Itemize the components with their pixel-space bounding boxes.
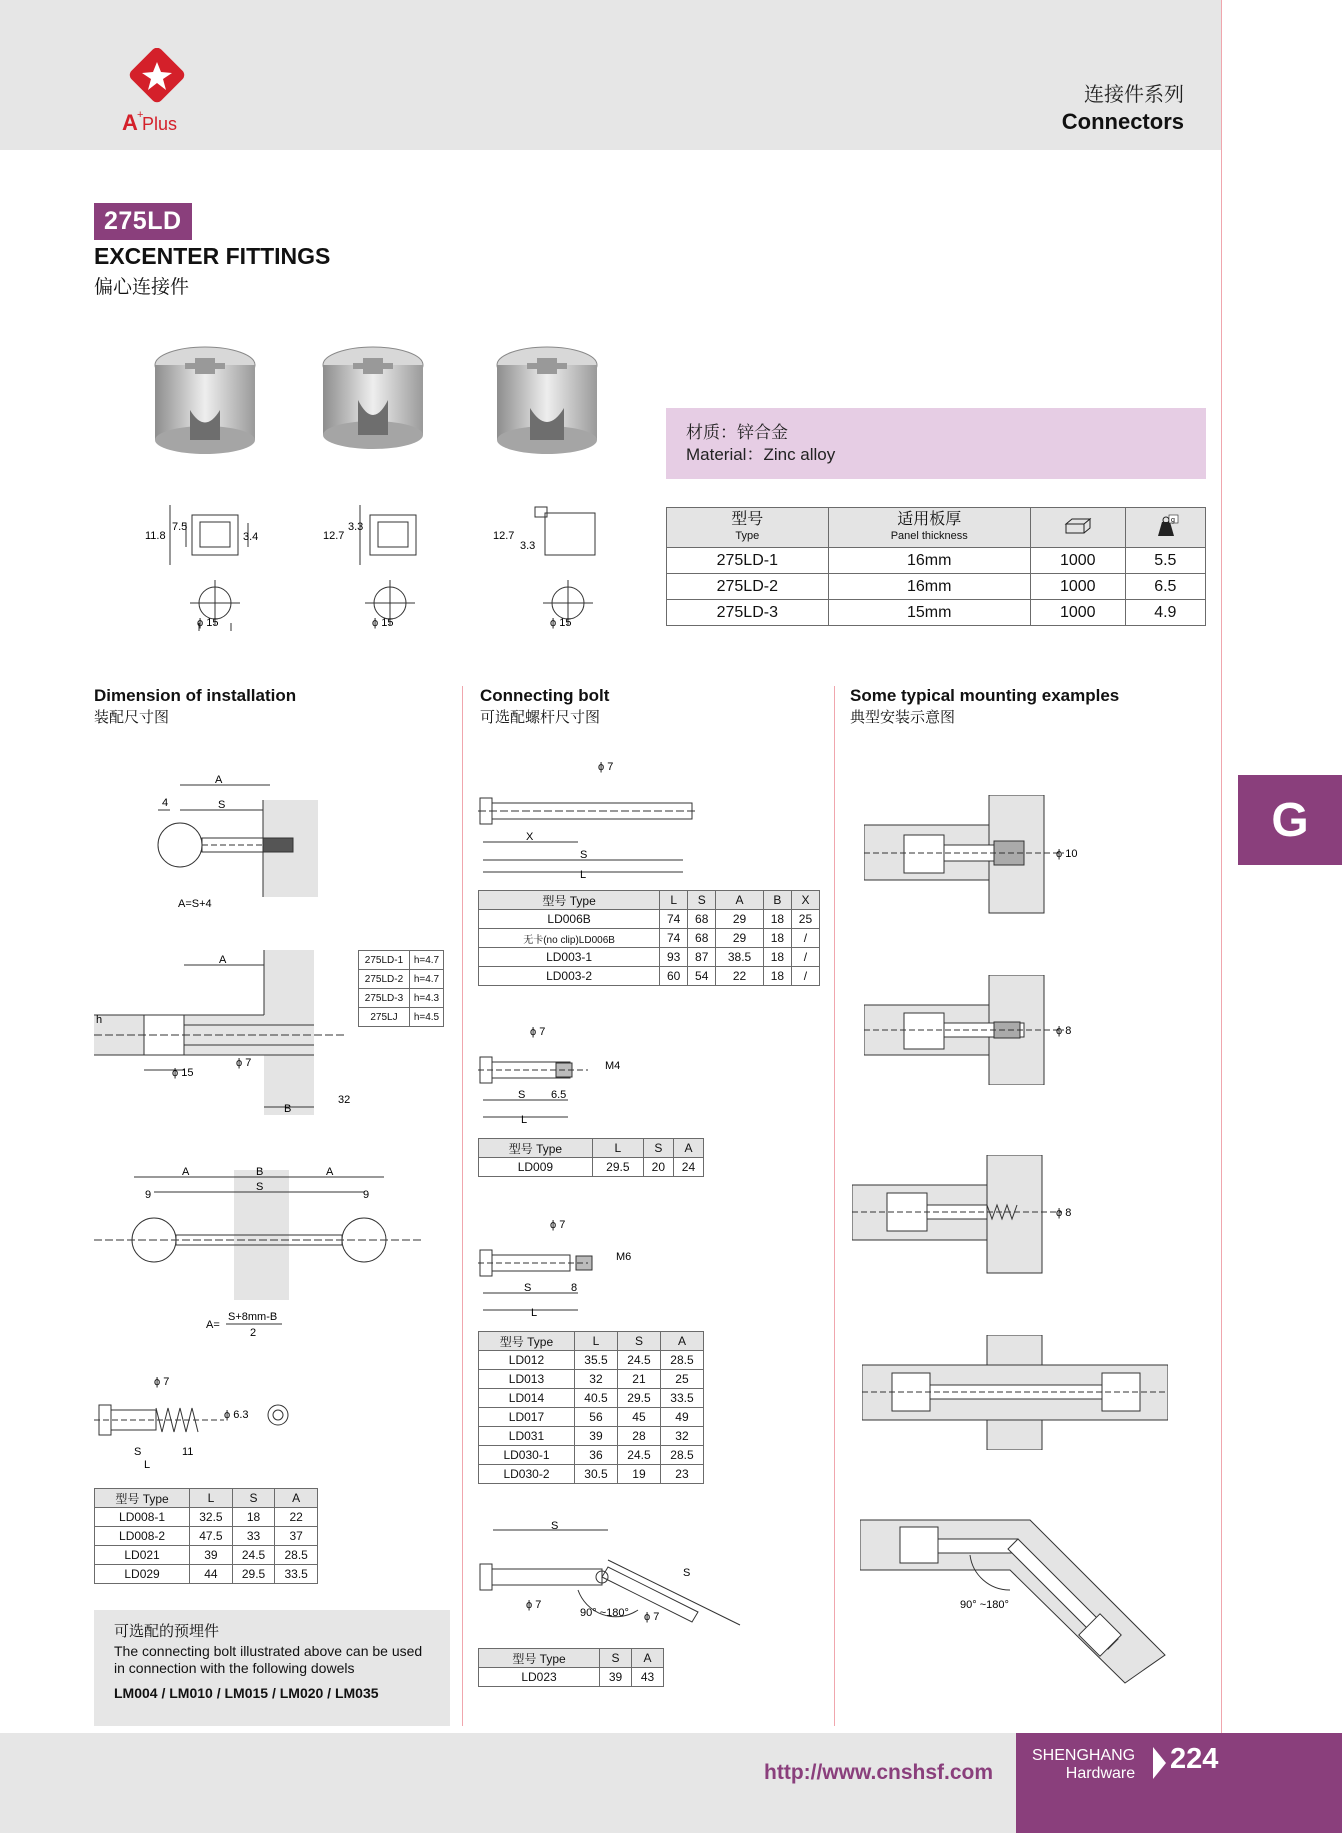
cell: 93	[660, 948, 688, 967]
cell: LD008-2	[95, 1527, 190, 1546]
svg-text:L: L	[521, 1114, 528, 1125]
cell: 18	[232, 1508, 275, 1527]
website-link[interactable]: http://www.cnshsf.com	[764, 1761, 994, 1784]
cell: /	[791, 929, 819, 948]
header-type-en: Type	[735, 529, 760, 542]
drawing-275ld-2	[320, 495, 450, 635]
cell: 45	[617, 1408, 660, 1427]
cell: 49	[660, 1408, 703, 1427]
svg-text:B: B	[256, 1166, 264, 1178]
cell: 47.5	[190, 1527, 233, 1546]
svg-text:ϕ 7: ϕ 7	[530, 1026, 546, 1038]
cell: 275LD-1	[667, 548, 829, 574]
mount-example-3	[852, 1155, 1084, 1275]
header-s: S	[688, 891, 716, 910]
cell: 37	[275, 1527, 318, 1546]
material-en: Material：Zinc alloy	[686, 445, 836, 464]
svg-text:S: S	[580, 849, 588, 861]
svg-text:Plus: Plus	[142, 114, 178, 134]
mount-example-4	[862, 1335, 1168, 1450]
h-table	[358, 950, 444, 1027]
cell: LD021	[95, 1546, 190, 1565]
cell: h=4.5	[409, 1008, 443, 1027]
svg-text:ϕ 7: ϕ 7	[154, 1376, 170, 1388]
header-type: 型号 Type	[479, 1139, 593, 1158]
cell: LD006B	[479, 910, 660, 929]
brand-line-2: Hardware	[1065, 1765, 1136, 1782]
cell: 1000	[1030, 574, 1125, 600]
cell: 32	[660, 1427, 703, 1446]
svg-text:S: S	[218, 799, 226, 811]
product-photo-275ld-3	[492, 340, 602, 460]
svg-text:ϕ 7: ϕ 7	[526, 1599, 542, 1611]
section-tab-g[interactable]: G	[1238, 775, 1342, 865]
cell: 68	[688, 910, 716, 929]
table-row	[667, 600, 1206, 626]
cell: LD003-2	[479, 967, 660, 986]
table-row	[479, 1465, 704, 1484]
mount-label: ϕ 10	[1056, 848, 1078, 860]
svg-text:ϕ 7: ϕ 7	[644, 1611, 660, 1623]
cell: 1000	[1030, 548, 1125, 574]
svg-text:S: S	[134, 1446, 142, 1458]
cell: 28.5	[660, 1351, 703, 1370]
header-type: 型号 Type	[479, 891, 660, 910]
svg-text:4: 4	[162, 797, 169, 809]
material-cn: 材质：锌合金	[686, 423, 788, 442]
svg-text:9: 9	[145, 1189, 152, 1201]
cell: 无卡(no clip)LD006B	[479, 929, 660, 948]
header-a: A	[660, 1332, 703, 1351]
dim-label: 11.8	[145, 530, 166, 542]
svg-text:8: 8	[571, 1282, 578, 1294]
cell: 29	[716, 910, 764, 929]
table-row	[479, 1408, 704, 1427]
material-box	[666, 408, 1206, 479]
header-thickness-en: Panel thickness	[890, 529, 968, 542]
header-weight-icon	[1125, 508, 1205, 548]
dim-label: 12.7	[323, 530, 345, 542]
brand-line-1: SHENGHANG	[1032, 1747, 1136, 1764]
cell: 275LD-2	[667, 574, 829, 600]
table-row	[667, 548, 1206, 574]
svg-text:X: X	[526, 831, 534, 843]
ld008-table	[94, 1488, 318, 1584]
table-row	[95, 1508, 318, 1527]
cell: 18	[763, 910, 791, 929]
table-row	[479, 910, 820, 929]
cell: 1000	[1030, 600, 1125, 626]
cell: 30.5	[574, 1465, 617, 1484]
header-a: A	[673, 1139, 703, 1158]
cell: LD031	[479, 1427, 575, 1446]
cell: 36	[574, 1446, 617, 1465]
table-row	[479, 1351, 704, 1370]
svg-text:S: S	[518, 1089, 526, 1101]
cell: 275LD-3	[667, 600, 829, 626]
cell: 33.5	[275, 1565, 318, 1584]
cell: h=4.7	[409, 970, 443, 989]
cell: 25	[791, 910, 819, 929]
product-photo-275ld-1	[150, 340, 260, 460]
header-s: S	[232, 1489, 275, 1508]
cell: 39	[600, 1668, 632, 1687]
cell: /	[791, 948, 819, 967]
svg-text:M4: M4	[605, 1060, 621, 1072]
dim-label: 3.3	[348, 521, 364, 533]
install-drawing-3	[94, 1165, 424, 1345]
table-row	[359, 970, 444, 989]
section-subtitle-mount: 典型安装示意图	[850, 709, 956, 726]
table-row	[479, 967, 820, 986]
header-a: A	[716, 891, 764, 910]
cell: 15mm	[828, 600, 1030, 626]
dim-label: ϕ 15	[550, 617, 572, 629]
header-type: 型号 Type	[479, 1649, 600, 1668]
series-title	[1062, 78, 1184, 135]
series-title-cn: 连接件系列	[1084, 84, 1184, 106]
formula-numerator: S+8mm-B	[228, 1311, 278, 1323]
svg-text:+: +	[137, 109, 144, 121]
dowel-description: The connecting bolt illustrated above can be used in connection with the following dowels	[114, 1643, 423, 1676]
cell: 28.5	[660, 1446, 703, 1465]
cell: 29.5	[592, 1158, 643, 1177]
cell: 39	[574, 1427, 617, 1446]
svg-text:S: S	[524, 1282, 532, 1294]
cell: LD030-1	[479, 1446, 575, 1465]
cell: 24.5	[617, 1446, 660, 1465]
header-type	[667, 508, 829, 548]
mount-label: 90° ~180°	[960, 1599, 1009, 1611]
mount-label: ϕ 8	[1056, 1025, 1072, 1037]
cell: 74	[660, 910, 688, 929]
section-title-mount: Some typical mounting examples	[850, 686, 1120, 705]
cell: 18	[763, 948, 791, 967]
cell: LD012	[479, 1351, 575, 1370]
header-l: L	[592, 1139, 643, 1158]
header-a: A	[275, 1489, 318, 1508]
dowel-info-box	[94, 1610, 450, 1726]
svg-text:L: L	[531, 1307, 538, 1318]
header-type: 型号 Type	[479, 1332, 575, 1351]
cell: 4.9	[1125, 600, 1205, 626]
cell: 29.5	[232, 1565, 275, 1584]
table-row	[359, 1008, 444, 1027]
dim-label: 7.5	[172, 521, 188, 533]
cell: 28	[617, 1427, 660, 1446]
dowel-models: LM004 / LM010 / LM015 / LM020 / LM035	[114, 1685, 379, 1701]
cell: 22	[716, 967, 764, 986]
cell: 16mm	[828, 548, 1030, 574]
formula-denominator: 2	[250, 1327, 257, 1339]
page-number: 224	[1170, 1743, 1219, 1775]
table-row	[479, 1668, 664, 1687]
cell: LD029	[95, 1565, 190, 1584]
ld009-table	[478, 1138, 704, 1177]
bolt-drawing-ld006	[478, 760, 698, 880]
cell: 60	[660, 967, 688, 986]
cell: 29	[716, 929, 764, 948]
header-s: S	[617, 1332, 660, 1351]
svg-text:9: 9	[363, 1189, 370, 1201]
cell: 23	[660, 1465, 703, 1484]
table-row	[479, 1370, 704, 1389]
svg-text:S: S	[551, 1520, 559, 1532]
cell: 32	[574, 1370, 617, 1389]
cell: 275LJ	[359, 1008, 410, 1027]
svg-text:L: L	[144, 1459, 151, 1470]
header-thickness	[828, 508, 1030, 548]
dim-label: 12.7	[493, 530, 515, 542]
dim-label: 3.4	[243, 531, 259, 543]
model-badge: 275LD	[94, 203, 192, 240]
header-b: B	[763, 891, 791, 910]
cell: 24	[673, 1158, 703, 1177]
footer-brand-block	[1016, 1733, 1342, 1833]
svg-text:B: B	[284, 1103, 292, 1115]
svg-text:A: A	[215, 774, 223, 786]
mount-example-1	[864, 795, 1084, 915]
svg-text:32: 32	[338, 1094, 351, 1106]
table-row	[479, 1427, 704, 1446]
dim-label: 3.3	[520, 540, 536, 552]
svg-text:11: 11	[182, 1446, 194, 1458]
cell: 38.5	[716, 948, 764, 967]
footer-brand	[1032, 1747, 1135, 1783]
svg-text:S: S	[256, 1181, 264, 1193]
cell: LD003-1	[479, 948, 660, 967]
cell: 40.5	[574, 1389, 617, 1408]
table-row	[95, 1527, 318, 1546]
cell: 68	[688, 929, 716, 948]
dowel-title: 可选配的预埋件	[114, 1623, 220, 1640]
page-edge-line	[1221, 0, 1222, 1833]
brand-logo	[118, 48, 198, 138]
drawing-275ld-3	[490, 495, 620, 635]
cell: 74	[660, 929, 688, 948]
cell: 43	[632, 1668, 664, 1687]
cell: 19	[617, 1465, 660, 1484]
section-title-install: Dimension of installation	[94, 686, 297, 705]
arrow-right-icon	[1153, 1747, 1166, 1779]
ld023-table	[478, 1648, 664, 1687]
cell: 20	[643, 1158, 673, 1177]
cell: LD017	[479, 1408, 575, 1427]
svg-text:h: h	[96, 1014, 103, 1026]
cell: 18	[763, 929, 791, 948]
svg-text:A: A	[122, 110, 138, 135]
series-title-en: Connectors	[1061, 109, 1184, 134]
column-divider	[462, 686, 463, 1726]
cell: 56	[574, 1408, 617, 1427]
product-photo-275ld-2	[318, 340, 428, 460]
header-box-icon	[1030, 508, 1125, 548]
cell: 16mm	[828, 574, 1030, 600]
cell: 6.5	[1125, 574, 1205, 600]
dim-label: ϕ 15	[197, 617, 219, 629]
svg-text:ϕ 6.3: ϕ 6.3	[224, 1409, 249, 1421]
cell: 275LD-2	[359, 970, 410, 989]
box-icon	[1063, 517, 1093, 535]
cell: 44	[190, 1565, 233, 1584]
cell: 32.5	[190, 1508, 233, 1527]
angle-label: 90° ~180°	[580, 1607, 629, 1619]
cell: h=4.3	[409, 989, 443, 1008]
drawing-275ld-1	[140, 495, 270, 635]
spec-table	[666, 507, 1206, 626]
svg-text:M6: M6	[616, 1251, 632, 1263]
install-drawing-4	[94, 1370, 314, 1470]
header-s: S	[600, 1649, 632, 1668]
weight-icon	[1150, 514, 1180, 538]
table-row	[479, 1446, 704, 1465]
cell: 87	[688, 948, 716, 967]
product-title: EXCENTER FITTINGS	[94, 243, 331, 269]
cell: h=4.7	[409, 951, 443, 970]
svg-text:A: A	[219, 954, 227, 966]
header-l: L	[574, 1332, 617, 1351]
mount-label: ϕ 8	[1056, 1207, 1072, 1219]
cell: LD009	[479, 1158, 593, 1177]
bolt-drawing-ld009	[478, 1025, 638, 1125]
cell: /	[791, 967, 819, 986]
header-l: L	[190, 1489, 233, 1508]
cell: LD013	[479, 1370, 575, 1389]
section-subtitle-bolt: 可选配螺杆尺寸图	[480, 709, 601, 726]
install-drawing-1	[140, 770, 320, 920]
table-row	[95, 1565, 318, 1584]
svg-text:ϕ 15: ϕ 15	[172, 1067, 194, 1079]
table-row	[667, 574, 1206, 600]
svg-text:S: S	[683, 1567, 691, 1579]
table-row	[95, 1546, 318, 1565]
bolt-drawing-ld023	[478, 1520, 748, 1630]
section-title-bolt: Connecting bolt	[480, 686, 610, 705]
svg-text:A: A	[182, 1166, 190, 1178]
cell: LD023	[479, 1668, 600, 1687]
bolt-drawing-ld012	[478, 1218, 638, 1318]
cell: LD014	[479, 1389, 575, 1408]
table-row	[359, 951, 444, 970]
header-thickness-cn: 适用板厚	[897, 510, 962, 528]
cell: 18	[763, 967, 791, 986]
cell: 29.5	[617, 1389, 660, 1408]
header-type-cn: 型号	[731, 510, 764, 528]
cell: 28.5	[275, 1546, 318, 1565]
cell: 39	[190, 1546, 233, 1565]
cell: 33.5	[660, 1389, 703, 1408]
header-l: L	[660, 891, 688, 910]
install-drawing-2	[94, 945, 364, 1115]
column-divider	[834, 686, 835, 1726]
cell: 25	[660, 1370, 703, 1389]
mount-example-2	[864, 975, 1084, 1085]
header-type: 型号 Type	[95, 1489, 190, 1508]
formula-lhs: A=	[206, 1319, 220, 1331]
table-row	[479, 1158, 704, 1177]
cell: 275LD-3	[359, 989, 410, 1008]
formula-label: A=S+4	[178, 898, 212, 910]
header-s: S	[643, 1139, 673, 1158]
section-subtitle-install: 装配尺寸图	[94, 709, 170, 726]
header-a: A	[632, 1649, 664, 1668]
cell: 21	[617, 1370, 660, 1389]
svg-text:ϕ 7: ϕ 7	[598, 761, 614, 773]
cell: 54	[688, 967, 716, 986]
cell: 35.5	[574, 1351, 617, 1370]
table-row	[359, 989, 444, 1008]
svg-text:ϕ 7: ϕ 7	[550, 1219, 566, 1231]
cell: 22	[275, 1508, 318, 1527]
ld012-table	[478, 1331, 704, 1484]
product-subtitle: 偏心连接件	[94, 277, 190, 298]
cell: 275LD-1	[359, 951, 410, 970]
svg-text:g: g	[1171, 516, 1176, 524]
cell: LD030-2	[479, 1465, 575, 1484]
svg-text:ϕ 7: ϕ 7	[236, 1057, 252, 1069]
cell: 5.5	[1125, 548, 1205, 574]
svg-text:6.5: 6.5	[551, 1089, 567, 1101]
svg-text:L: L	[580, 869, 587, 880]
table-row	[479, 929, 820, 948]
table-row	[479, 1389, 704, 1408]
dim-label: ϕ 15	[372, 617, 394, 629]
svg-text:A: A	[326, 1166, 334, 1178]
cell: LD008-1	[95, 1508, 190, 1527]
mount-example-5	[860, 1515, 1170, 1685]
ld006-table	[478, 890, 820, 986]
header-x: X	[791, 891, 819, 910]
table-row	[479, 948, 820, 967]
cell: 24.5	[617, 1351, 660, 1370]
cell: 24.5	[232, 1546, 275, 1565]
cell: 33	[232, 1527, 275, 1546]
